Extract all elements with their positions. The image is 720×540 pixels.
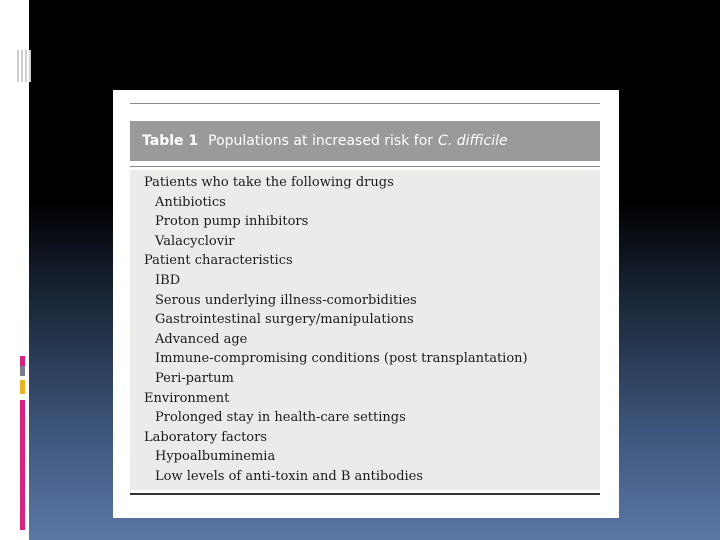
table-row-item: Advanced age — [155, 331, 248, 347]
table-row-item: Proton pump inhibitors — [155, 214, 309, 230]
table-row-item: Low levels of anti-toxin and B antibodies — [155, 468, 424, 484]
table-bottom-rule — [130, 493, 600, 495]
table-row-item: Valacyclovir — [155, 233, 235, 249]
table-title-italic: C. difficile — [438, 133, 508, 149]
table-row-item: Peri-partum — [155, 370, 234, 386]
table-row-item: IBD — [155, 272, 181, 288]
table-image — [113, 90, 619, 518]
table-row-category: Patients who take the following drugs — [144, 175, 394, 190]
table-row-item: Gastrointestinal surgery/manipulations — [155, 312, 414, 328]
table-label: Table 1 — [142, 133, 199, 149]
table-body — [130, 170, 600, 490]
table-row-item: Prolonged stay in health-care settings — [155, 410, 406, 426]
table-row-category: Patient characteristics — [144, 253, 293, 269]
accent-bar-pink-long — [20, 400, 25, 530]
table-row-item: Immune-compromising conditions (post transplantation) — [155, 351, 528, 367]
table-top-rule — [130, 103, 600, 104]
vertical-lines-icon — [17, 50, 31, 82]
table-title: Populations at increased risk for — [208, 133, 434, 149]
accent-bar-gray — [20, 366, 25, 376]
table-row-category: Environment — [144, 390, 230, 406]
table-row-item: Serous underlying illness-comorbidities — [155, 292, 417, 308]
accent-bar-pink — [20, 356, 25, 366]
table-caption — [130, 121, 600, 161]
table-row-category: Laboratory factors — [144, 429, 268, 445]
table-row-item: Antibiotics — [155, 194, 226, 210]
table-row-item: Hypoalbuminemia — [155, 449, 276, 465]
accent-bar-gold — [20, 380, 25, 394]
table-header-rule — [130, 166, 600, 167]
